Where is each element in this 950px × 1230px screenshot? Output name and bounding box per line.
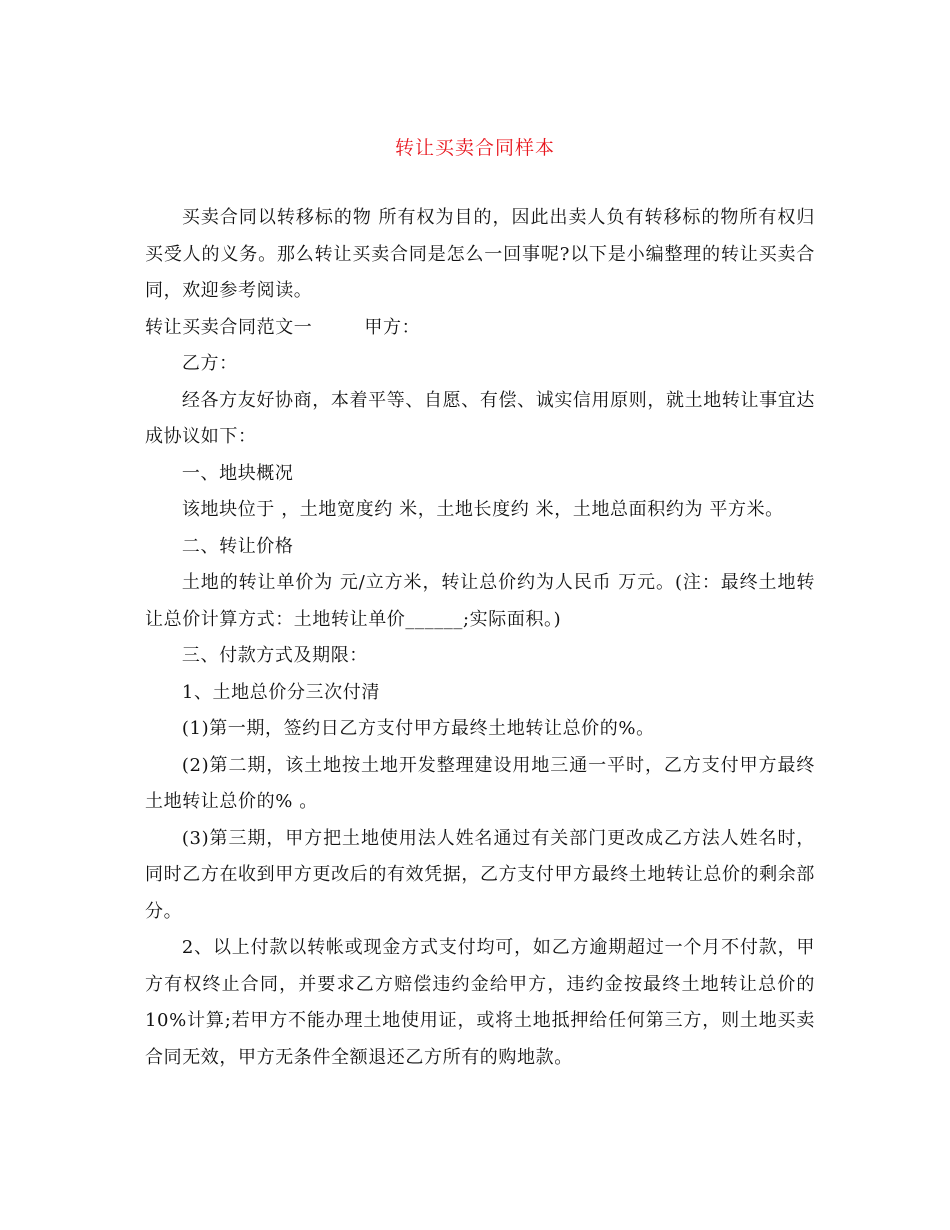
party-a-label: 甲方： xyxy=(364,316,421,338)
section-2-heading: 二、转让价格 xyxy=(181,535,294,557)
sample-heading-line xyxy=(145,310,815,347)
section-2-body: 土地的转让单价为 元/立方米，转让总价约为人民币 万元。(注：最终土地转让总价计算方式：土地转让单价______;实际面积。) xyxy=(145,572,815,630)
section-3-heading: 三、付款方式及期限： xyxy=(181,645,368,666)
document-body xyxy=(145,200,815,1076)
payment-phase-3: (3)第三期，甲方把土地使用法人姓名通过有关部门更改成乙方法人姓名时，同时乙方在收到甲方更改后的有效凭据，乙方支付甲方最终土地转让总价的剩余部分。 xyxy=(145,827,815,922)
intro-paragraph: 买卖合同以转移标的物 所有权为目的，因此出卖人负有转移标的物所有权归买受人的义务。那么转让买卖合同是怎么一回事呢?以下是小编整理的转让买卖合同，欢迎参考阅读。 xyxy=(145,207,815,301)
payment-phase-2: (2)第二期，该土地按土地开发整理建设用地三通一平时，乙方支付甲方最终土地转让总价的% 。 xyxy=(145,754,815,812)
party-b-label: 乙方： xyxy=(181,353,238,374)
payment-item-2: 2、以上付款以转帐或现金方式支付均可，如乙方逾期超过一个月不付款，甲方有权终止合同，并要求乙方赔偿违约金给甲方，违约金按最终土地转让总价的10%计算;若甲方不能办理土地使用证，或将土地抵押给任何第三方，则土地买卖合同无效，甲方无条件全额退还乙方所有的购地款。 xyxy=(145,937,815,1068)
payment-item-1: 1、土地总价分三次付清 xyxy=(181,681,380,703)
document-title: 转让买卖合同样本 xyxy=(394,137,555,159)
payment-phase-1: (1)第一期，签约日乙方支付甲方最终土地转让总价的%。 xyxy=(181,718,655,739)
sample-heading: 转让买卖合同范文一 xyxy=(145,316,313,338)
section-1-body: 该地块位于 ，土地宽度约 米，土地长度约 米，土地总面积约为 平方米。 xyxy=(181,499,784,520)
section-1-heading: 一、地块概况 xyxy=(181,462,294,484)
preamble-paragraph: 经各方友好协商，本着平等、自愿、有偿、诚实信用原则，就土地转让事宜达成协议如下： xyxy=(145,389,815,447)
